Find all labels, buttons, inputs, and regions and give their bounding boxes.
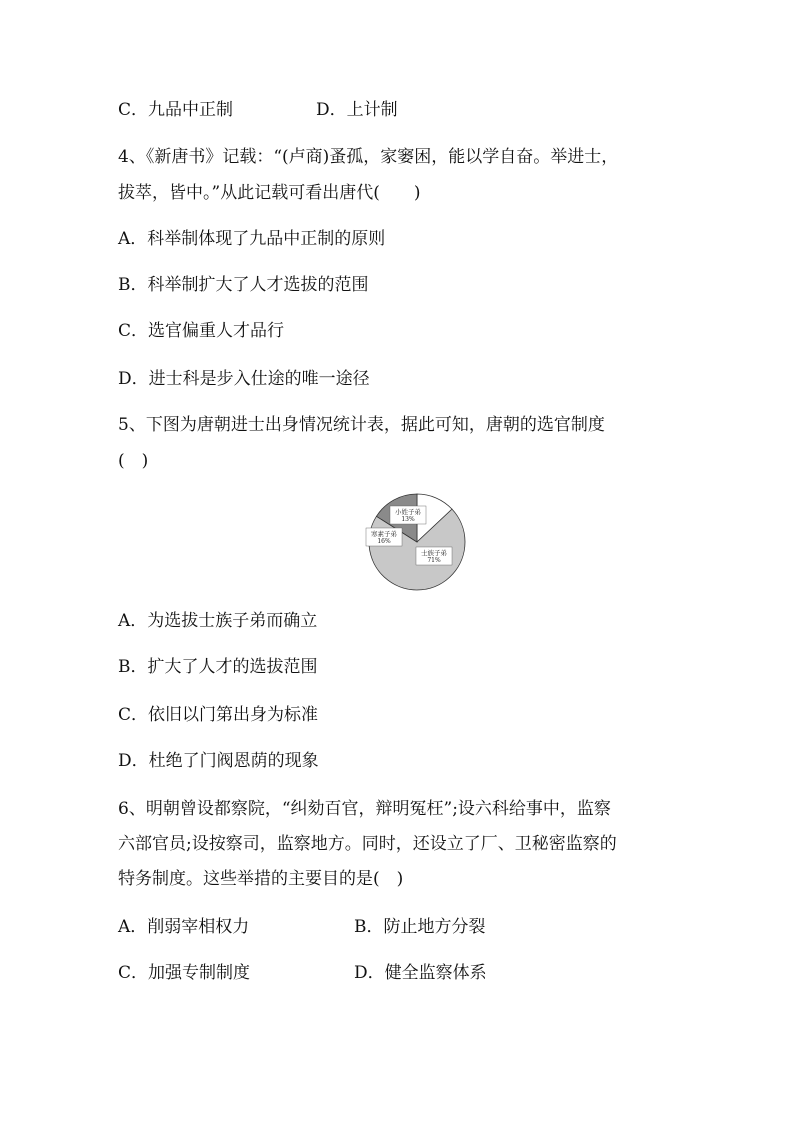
q4-option-a: A．科举制体现了九品中正制的原则 bbox=[118, 229, 386, 249]
pie-category-label-1: 寒素子弟 bbox=[371, 530, 397, 538]
q6-option-b: B．防止地方分裂 bbox=[354, 917, 486, 937]
q6-stem-line2: 六部官员;设按察司，监察地方。同时，还设立了厂、卫秘密监察的 bbox=[118, 834, 617, 854]
q5-stem-line1: 5、下图为唐朝进士出身情况统计表，据此可知，唐朝的选官制度 bbox=[118, 415, 605, 435]
q6-option-c: C．加强专制制度 bbox=[118, 963, 251, 983]
pie-category-label-2: 小姓子弟 bbox=[395, 508, 421, 516]
q4-option-d: D．进士科是步入仕途的唯一途径 bbox=[118, 369, 370, 389]
q4-option-c: C．选官偏重人才品行 bbox=[118, 321, 285, 341]
pie-category-label-0: 士族子弟 bbox=[421, 549, 447, 557]
q5-option-b: B．扩大了人才的选拔范围 bbox=[118, 657, 318, 677]
q5-option-a: A．为选拔士族子弟而确立 bbox=[118, 611, 318, 631]
q4-stem-line1: 4、《新唐书》记载：“(卢商)蚤孤，家窭困，能以学自奋。举进士， bbox=[118, 147, 619, 167]
q6-stem-line1: 6、明朝曾设都察院，“纠劾百官，辩明冤枉”;设六科给事中，监察 bbox=[118, 799, 611, 819]
q4-stem-line2: 拔萃，皆中。”从此记载可看出唐代( ) bbox=[118, 183, 421, 203]
q5-stem-line2: ( ) bbox=[118, 451, 149, 471]
origin-pie-chart bbox=[362, 492, 472, 592]
q6-option-d: D．健全监察体系 bbox=[354, 963, 487, 983]
q5-option-d: D．杜绝了门阀恩荫的现象 bbox=[118, 751, 319, 771]
q5-option-c: C．依旧以门第出身为标准 bbox=[118, 705, 319, 725]
q4-option-b: B．科举制扩大了人才选拔的范围 bbox=[118, 275, 369, 295]
q3-option-d: D．上计制 bbox=[316, 100, 398, 120]
q6-option-a: A．削弱宰相权力 bbox=[118, 917, 250, 937]
q3-option-c: C．九品中正制 bbox=[118, 100, 234, 120]
pie-value-label-2: 13% bbox=[401, 516, 415, 523]
q6-stem-line3: 特务制度。这些举措的主要目的是( ) bbox=[118, 869, 404, 889]
pie-value-label-0: 71% bbox=[427, 557, 441, 564]
pie-value-label-1: 16% bbox=[377, 538, 391, 545]
